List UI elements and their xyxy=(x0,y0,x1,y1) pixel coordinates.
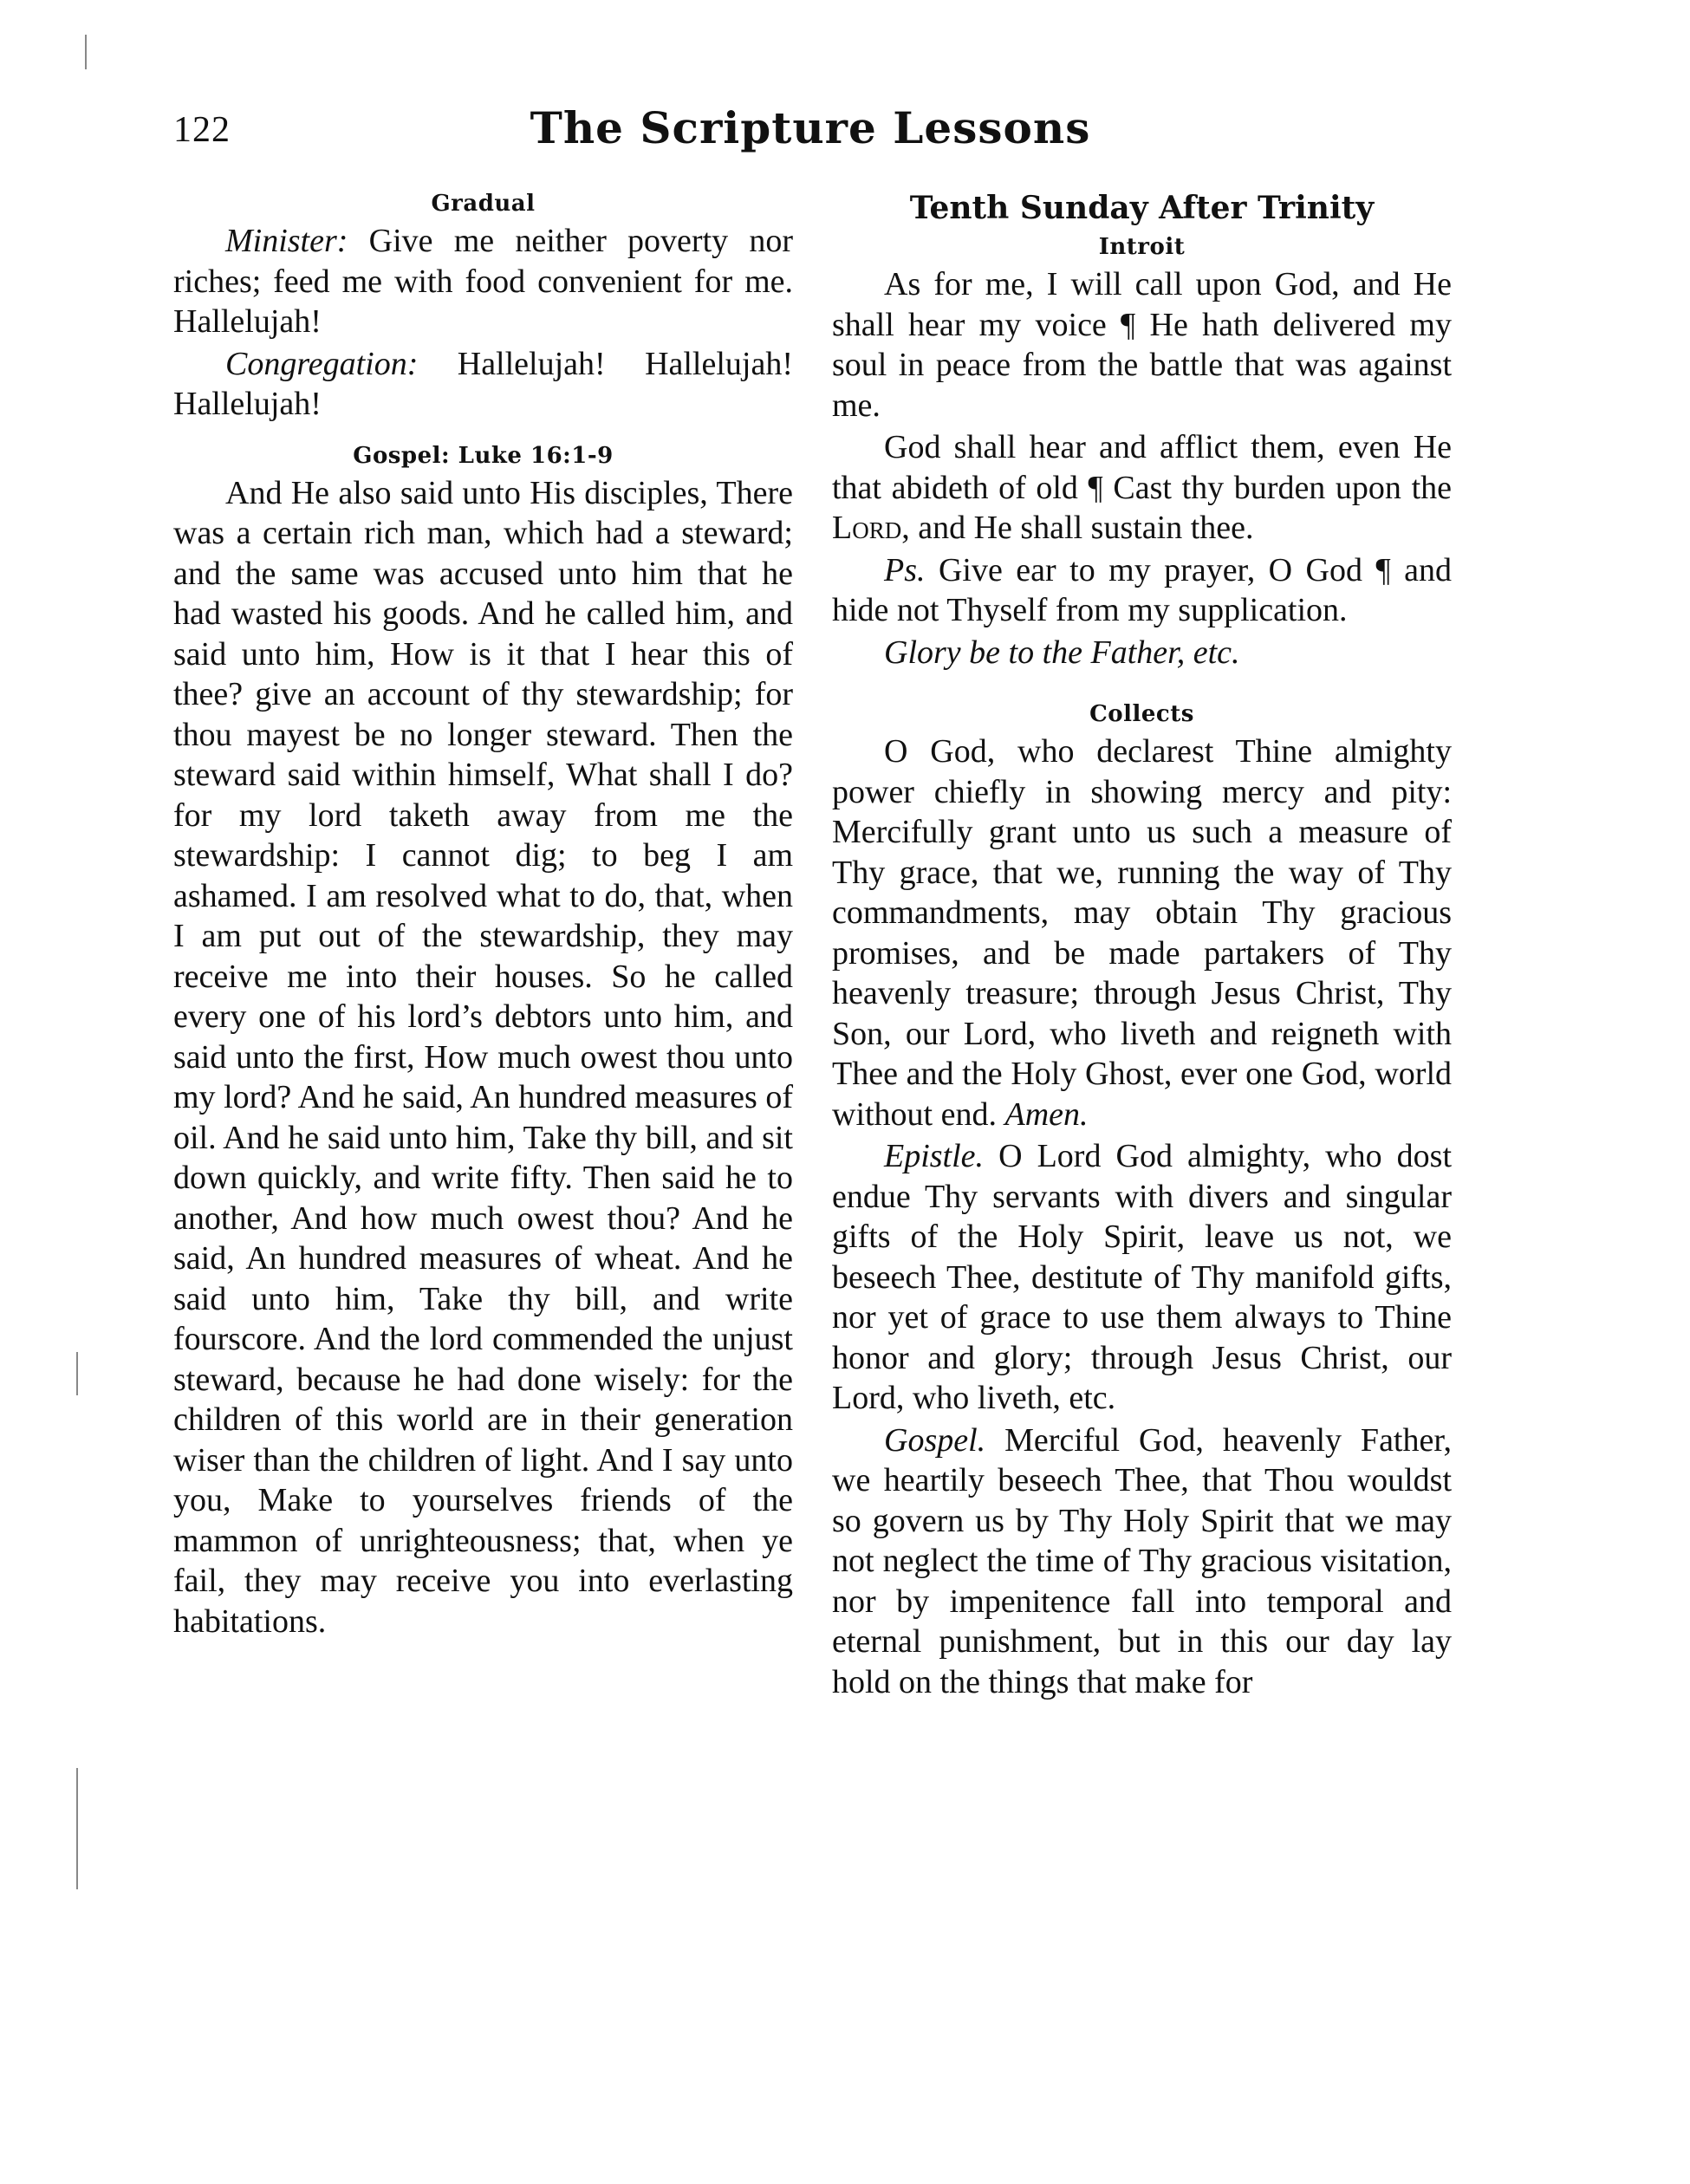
minister-text: Give me neither poverty nor riches; feed me with food convenient for me. Hallelujah! xyxy=(173,223,793,340)
gradual-minister-paragraph xyxy=(173,221,793,342)
gloria-patri: Glory be to the Father, etc. xyxy=(884,634,1240,671)
right-column xyxy=(832,186,1452,1702)
ps-text: Give ear to my prayer, O God ¶ and hide not Thyself from my supplication. xyxy=(832,551,1452,628)
amen: Amen. xyxy=(1004,1095,1089,1133)
spacer xyxy=(173,425,793,439)
psalm-verse xyxy=(832,550,1452,631)
introit-heading: Introit xyxy=(1098,234,1186,260)
collects-heading: Collects xyxy=(1089,701,1194,727)
gospel-collect-text: Merciful God, heavenly Father, we heartily beseech Thee, that Thou wouldst so govern us by Thy Holy Spirit that we may not neglect the time of Thy gracious visitation, nor by impenitence fall into temporal and eternal punishment, but in this our day lay hold on the things that make for xyxy=(832,1421,1452,1700)
ps-label: Ps. xyxy=(884,551,926,588)
page-number: 122 xyxy=(173,110,231,150)
gospel-text: And He also said unto His disciples, There was a certain rich man, which had a steward; and the same was accused unto him that he had wasted his goods. And he called him, and said unto him, How is it that I hear this of thee? give an account of thy stewardship; for thou mayest be no longer steward. Then the steward said within himself, What shall I do? for my lord taketh away from me the stewardship: I cannot dig; to beg I am ashamed. I am resolved what to do, that, when I am put out of the stewardship, they may receive me into their houses. So he called every one of his lord’s debtors unto him, and said unto the first, How much owest thou unto my lord? And he said, An hundred measures of oil. And he said unto him, Take thy bill, and sit down quickly, and write fifty. Then said he to another, And how much owest thou? And he said, An hundred measures of wheat. And he said unto him, Take thy bill, and write fourscore. And the lord commended the unjust steward, because he had done wisely: for the children of this world are in their generation wiser than the children of light. And I say unto you, Make to yourselves friends of the mammon of unrighteousness; that, when ye fail, they may receive you into everlasting habitations. xyxy=(173,474,793,1640)
spacer xyxy=(832,673,1452,697)
collect-main-text: O God, who declarest Thine almighty power chiefly in showing mercy and pity: Mercifully grant unto us such a measure of Thy grace, that we, running the way of Thy commandments, may obtain Thy gracious promises, and be made partakers of Thy heavenly treasure; through Jesus Christ, Thy Son, our Lord, who liveth and reigneth with Thee and the Holy Ghost, ever one God, world without end. xyxy=(832,733,1452,1133)
gradual-congregation-paragraph xyxy=(173,344,793,425)
scan-artifact xyxy=(76,1768,78,1889)
proper-title: Tenth Sunday After Trinity xyxy=(909,190,1375,226)
collect-gospel xyxy=(832,1420,1452,1703)
introit-p2-text-a: God shall hear and afflict them, even He that abideth of old ¶ Cast thy burden upon the xyxy=(832,429,1452,506)
congregation-text: Hallelujah! Hallelujah! Hallelujah! xyxy=(173,345,793,422)
introit-paragraph-1: As for me, I will call upon God, and He shall hear my voice ¶ He hath delivered my soul in peace from the battle that was against me. xyxy=(832,266,1452,424)
gradual-heading: Gradual xyxy=(431,191,536,217)
left-column xyxy=(173,186,793,1641)
epistle-label: Epistle. xyxy=(884,1138,985,1174)
scan-artifact xyxy=(76,1352,78,1395)
gospel-label: Gospel. xyxy=(884,1421,986,1459)
running-title: The Scripture Lessons xyxy=(530,102,1091,153)
lord-small-caps: Lord xyxy=(832,510,902,546)
introit-paragraph-2 xyxy=(832,427,1452,549)
minister-label: Minister: xyxy=(225,223,348,259)
collect-epistle xyxy=(832,1136,1452,1419)
scan-artifact xyxy=(85,35,87,69)
collect-main xyxy=(832,731,1452,1134)
gospel-heading: Gospel: Luke 16:1-9 xyxy=(353,442,614,469)
running-head xyxy=(173,102,1447,163)
epistle-text: O Lord God almighty, who dost endue Thy servants with divers and singular gifts of the Holy Spirit, leave us not, we beseech Thee, destitute of Thy manifold gifts, nor yet of grace to use them always to Thine honor and glory; through Jesus Christ, our Lord, who liveth, etc. xyxy=(832,1138,1452,1416)
congregation-label: Congregation: xyxy=(225,345,419,382)
introit-p2-text-b: , and He shall sustain thee. xyxy=(901,510,1254,546)
